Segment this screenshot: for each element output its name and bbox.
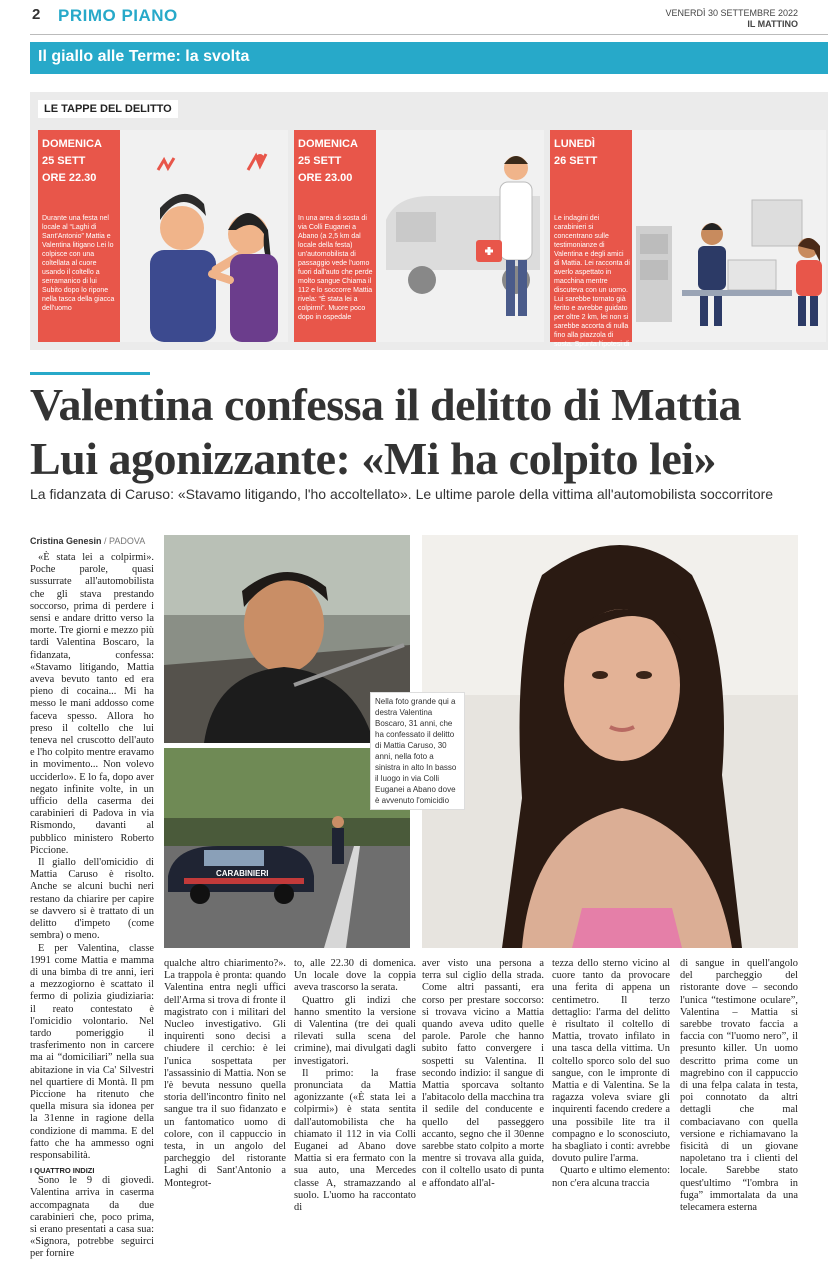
body-paragraph: Il giallo dell'omicidio di Mattia Caruso è risolto. Anche se alcuni buchi neri restano da chiarire per capire se davvero si è trattato di un delitto d'impeto (come sembra) o meno. (30, 857, 154, 942)
stage-2-text: In una area di sosta di via Colli Euganei a Abano (a 2,5 km dal locale della festa) un'automobilista di passaggio vede l'uomo fuori dall'auto che perde molto sangue Chiama il 112 e lo soccorre Mattia rivela: “È stata lei a colpirmi”. Muore poco dopo in ospedale (298, 215, 373, 321)
article-column-6 (680, 958, 798, 1214)
stage-2-tab (294, 130, 376, 342)
body-paragraph: di sangue in quell'angolo del parcheggio del ristorante dove – secondo l'unica “testimone oculare”, Valentina – Mattia si sarebbe trovato faccia a faccia con “l'uomo nero”, il presunto killer. Un uomo descritto prima come un magrebino con il cappuccio di una felpa calata in testa, poi connotato da altri dettagli che mal combaciavano con quella versione e richiamavano la fisicità di un giovane napoletano tra i clienti del locale. Sarebbe stato quest'ultimo “l'ombra in fuga” immortalata da una telecamera esterna (680, 958, 798, 1214)
subheadline: La fidanzata di Caruso: «Stavamo litigando, l'ho accoltellato». Le ultime parole della vittima all'automobilista soccorritore (30, 486, 774, 502)
issue-date: VENERDÌ 30 SETTEMBRE 2022 (665, 8, 798, 18)
headline-line-2: Lui agonizzante: «Mi ha colpito lei» (30, 433, 717, 484)
headline-line-1: Valentina confessa il delitto di Mattia (30, 379, 741, 430)
body-paragraph: aver visto una persona a terra sul ciglio della strada. Come altri passanti, era corso per prestare soccorso: si trovava vicino a Mattia quando aveva udito quelle parole. Parole che hanno subito fatto convergere i sospetti su Valentina. Il secondo indizio: il sangue di Mattia sporcava soltanto l'abitacolo della macchina tra il sedile del conducente e quello del passeggero accanto, segno che il 30enne sarebbe stato colpito a morte mentre si trovava alla guida, con il coltello usato di punta e affondato all'al- (422, 958, 544, 1189)
byline (30, 536, 145, 546)
author-name: Cristina Genesin (30, 536, 102, 546)
stage-1-time: ORE 22.30 (42, 172, 97, 184)
timeline-stage-2 (294, 130, 544, 342)
body-paragraph: tezza dello sterno vicino al cuore tanto da provocare una ferita di appena un centimetro. Il terzo dettaglio: l'arma del delitto è risultato il coltello di Mattia, trovato infilato in una tasca della vittima. Un coltello sporco solo del suo sangue, con le impronte di Mattia e di Valentina. Se la ragazza voleva sviare gli inquirenti facendo credere a una possibile lite tra il compagno e lo sconosciuto, ha sbagliato i conti: avrebbe dovuto pulire l'arma. (552, 958, 670, 1165)
header-rule (30, 34, 828, 35)
photo-caption: Nella foto grande qui a destra Valentina Boscaro, 31 anni, che ha confessato il delitto di Mattia Caruso, 30 anni, nella foto a sinistra in alto In basso il luogo in via Colli Euganei a Abano dove è avvenuto l'omicidio (370, 692, 465, 810)
body-paragraph: E per Valentina, classe 1991 come Mattia e mamma di una bimba di tre anni, ieri a mezzogiorno è scattato il fermo di polizia giudiziaria: il reato contestato è l'omicidio volontario. Nel tardo pomeriggio il trasferimento non in carcere ma ai “domiciliari” nella sua abitazione in via Ca' Silvestri nel quartiere di Montà. Il pm Piccione ha ritenuto che quella misura sia idonea per la 31enne in ragione della condizione di mamma. E del fatto che ha ammesso ogni responsabilità. (30, 942, 154, 1161)
stage-3-text: Le indagini dei carabinieri si concentrano sulle testimonianze di Valentina e degli amici di Mattia. Lei racconta di averlo aspettato in macchina mentre discuteva con un uomo. Lui sarebbe tornato già ferito e avrebbe guidato per oltre 2 km, lei non si sarebbe accorta di nulla fino alla piazzola di sosta. Spunta l'ipotesi di un uomo incappucciato di carnagione scura (554, 215, 630, 366)
timeline-label: LE TAPPE DEL DELITTO (38, 100, 178, 118)
stage-1-date: 25 SETT (42, 155, 86, 167)
body-paragraph: Quarto e ultimo elemento: non c'era alcuna traccia (552, 1165, 670, 1189)
body-paragraph: qualche altro chiarimento?». La trappola è pronta: quando Valentina entra negli uffici dell'Arma si trova di fronte il magistrato con i militari del Nucleo investigativo. Gli inquirenti sono decisi a chiudere il cerchio: è lei l'unica sospettata per l'assassinio di Mattia. Non se l'è bevuta nessuno quella storia dell'incontro finito nel sangue tra il suo fidanzato e un fantomatico uomo di colore, con il cappuccio in testa, in un angolo del parcheggio del ristorante Laghi di Sant'Antonio a Montegrot- (164, 958, 286, 1189)
timeline-stage-3 (550, 130, 826, 366)
paper-name: IL MATTINO (747, 19, 798, 29)
article-column-2 (164, 958, 286, 1190)
headline-accent-bar (30, 372, 150, 375)
stage-3-tab (550, 130, 632, 366)
body-paragraph: Il primo: la frase pronunciata da Mattia agonizzante («È stata lei a colpirmi») è stata sentita dall'automobilista che ha chiamato il 112 in via Colli Euganei ad Abano dove Mattia si era fermato con la sua auto, una Mercedes classe A, stramazzando al suolo. L'uomo ha raccontato di (294, 1067, 416, 1214)
masthead-info (665, 8, 798, 30)
stage-1-text: Durante una festa nel locale al “Laghi di Sant'Antonio” Mattia e Valentina litigano Lei lo colpisce con una coltellata al cuore usando il coltello a serramanico di lui Subito dopo lo ripone nella tasca della giacca dell'uomo (42, 215, 115, 312)
article-column-3 (294, 958, 416, 1214)
topic-banner (30, 42, 828, 74)
interrogation-illustration (632, 130, 826, 342)
article-column-1 (30, 552, 154, 1261)
stage-2-day: DOMENICA (298, 138, 358, 150)
timeline-stage-1 (38, 130, 288, 342)
ambulance-illustration (376, 130, 544, 342)
stage-3-date: 26 SETT (554, 155, 598, 167)
article-column-4 (422, 958, 544, 1190)
body-paragraph: «È stata lei a colpirmi». Poche parole, quasi sussurrate all'automobilista che gli stava prestando soccorso, prima di perdere i sensi e andare dritto verso la morte. Tre giorni e mezzo più tardi Valentina Boscaro, la fidanzata, confessa: «Stavamo litigando, Mattia aveva bevuto tanto ed era pieno di cocaina... Mi ha messo le mani addosso come faceva spesso. Allora ho preso il coltello che lui teneva nel cruscotto dell'auto e l'ho colpito mentre eravamo in movimento... Non volevo ucciderlo». E lo fa, dopo aver negato infinite volte, in un ufficio della caserma dei carabinieri di Padova in via Rismondo, davanti al pubblico ministero Roberto Piccione. (30, 552, 154, 856)
inline-subheading: I QUATTRO INDIZI (30, 1166, 95, 1176)
stage-2-date: 25 SETT (298, 155, 342, 167)
page-number: 2 (32, 6, 41, 23)
article-column-5 (552, 958, 670, 1190)
body-paragraph: Quattro gli indizi che hanno smentito la versione di Valentina (tre dei quali rilevati sulla scena del crimine), mai divulgati dagli investigatori. (294, 994, 416, 1067)
stage-3-day: LUNEDÌ (554, 138, 595, 150)
car-sign-text: CARABINIERI (216, 869, 269, 878)
suspect-photo (422, 535, 798, 948)
stage-1-tab (38, 130, 120, 342)
topic-banner-title: Il giallo alle Terme: la svolta (38, 48, 250, 65)
body-paragraph: to, alle 22.30 di domenica. Un locale dove la coppia aveva trascorso la serata. (294, 958, 416, 994)
quarrel-illustration (120, 130, 288, 342)
body-paragraph: Sono le 9 di giovedì. Valentina arriva in caserma accompagnata da due carabinieri che, poco prima, si erano presentati a casa sua: «Signora, potrebbe seguirci per fornire (30, 1175, 154, 1260)
stage-1-day: DOMENICA (42, 138, 102, 150)
stage-2-time: ORE 23.00 (298, 172, 353, 184)
section-title: PRIMO PIANO (58, 6, 178, 25)
dateline-location: / PADOVA (104, 536, 146, 546)
